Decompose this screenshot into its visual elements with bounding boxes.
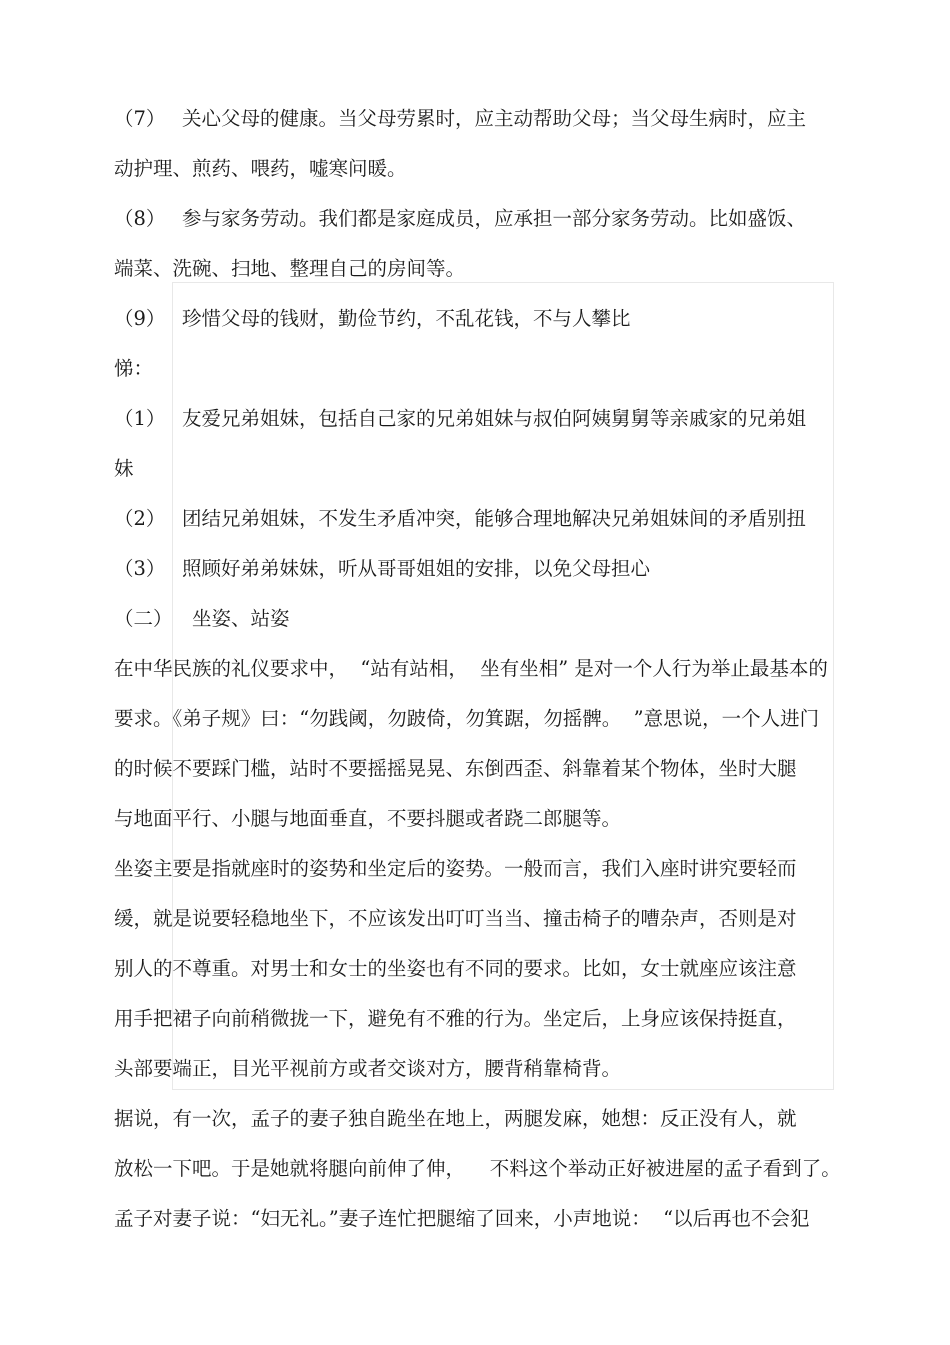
text-line: 孟子对妻子说：“妇无礼。”妻子连忙把腿缩了回来，小声地说： “以后再也不会犯 — [114, 1207, 810, 1230]
item-number: （7） — [114, 107, 166, 130]
item-number: （3） — [114, 557, 166, 580]
text-line: 坐姿主要是指就座时的姿势和坐定后的姿势。一般而言，我们入座时讲究要轻而 — [114, 857, 797, 880]
text-line: 端菜、洗碗、扫地、整理自己的房间等。 — [114, 257, 466, 280]
text-line: 的时候不要踩门槛，站时不要摇摇晃晃、东倒西歪、斜靠着某个物体，坐时大腿 — [114, 757, 797, 780]
text-line: 别人的不尊重。对男士和女士的坐姿也有不同的要求。比如，女士就座应该注意 — [114, 957, 797, 980]
heading-number: （二） — [114, 607, 173, 630]
item-text: 珍惜父母的钱财，勤俭节约，不乱花钱，不与人攀比 — [182, 307, 631, 330]
text-line: 在中华民族的礼仪要求中， “站有站相， 坐有坐相” 是对一个人行为举止最基本的 — [114, 657, 828, 680]
item-text: 关心父母的健康。当父母劳累时，应主动帮助父母；当父母生病时，应主 — [182, 107, 807, 130]
text-line: 妹 — [114, 457, 134, 480]
item-text: 照顾好弟弟妹妹，听从哥哥姐姐的安排，以免父母担心 — [182, 557, 651, 580]
item-text: 团结兄弟姐妹，不发生矛盾冲突，能够合理地解决兄弟姐妹间的矛盾别扭 — [182, 507, 807, 530]
text-line: 动护理、煎药、喂药，嘘寒问暖。 — [114, 157, 407, 180]
list-item — [114, 106, 806, 132]
item-number: （8） — [114, 207, 166, 230]
text-line: 头部要端正，目光平视前方或者交谈对方，腰背稍靠椅背。 — [114, 1057, 622, 1080]
item-number: （1） — [114, 407, 166, 430]
item-number: （2） — [114, 507, 166, 530]
heading-text: 坐姿、站姿 — [192, 607, 290, 630]
list-item — [114, 206, 806, 232]
section-heading — [114, 606, 290, 632]
text-line: 用手把裙子向前稍微拢一下，避免有不雅的行为。坐定后，上身应该保持挺直， — [114, 1007, 797, 1030]
item-text: 友爱兄弟姐妹，包括自己家的兄弟姐妹与叔伯阿姨舅舅等亲戚家的兄弟姐 — [182, 407, 807, 430]
list-item — [114, 306, 631, 332]
section-label: 悌： — [114, 357, 154, 380]
text-line: 据说，有一次，孟子的妻子独自跪坐在地上，两腿发麻，她想：反正没有人，就 — [114, 1107, 797, 1130]
text-line: 要求。《弟子规》曰：“勿践阈，勿跛倚，勿箕踞，勿摇髀。 ”意思说，一个人进门 — [114, 707, 820, 730]
text-line: 放松一下吧。于是她就将腿向前伸了伸， 不料这个举动正好被进屋的孟子看到了。 — [114, 1157, 841, 1180]
item-number: （9） — [114, 307, 166, 330]
list-item — [114, 556, 650, 582]
list-item — [114, 506, 806, 532]
text-line: 与地面平行、小腿与地面垂直，不要抖腿或者跷二郎腿等。 — [114, 807, 622, 830]
text-line: 缓，就是说要轻稳地坐下，不应该发出叮叮当当、撞击椅子的嘈杂声，否则是对 — [114, 907, 797, 930]
list-item — [114, 406, 806, 432]
item-text: 参与家务劳动。我们都是家庭成员，应承担一部分家务劳动。比如盛饭、 — [182, 207, 807, 230]
